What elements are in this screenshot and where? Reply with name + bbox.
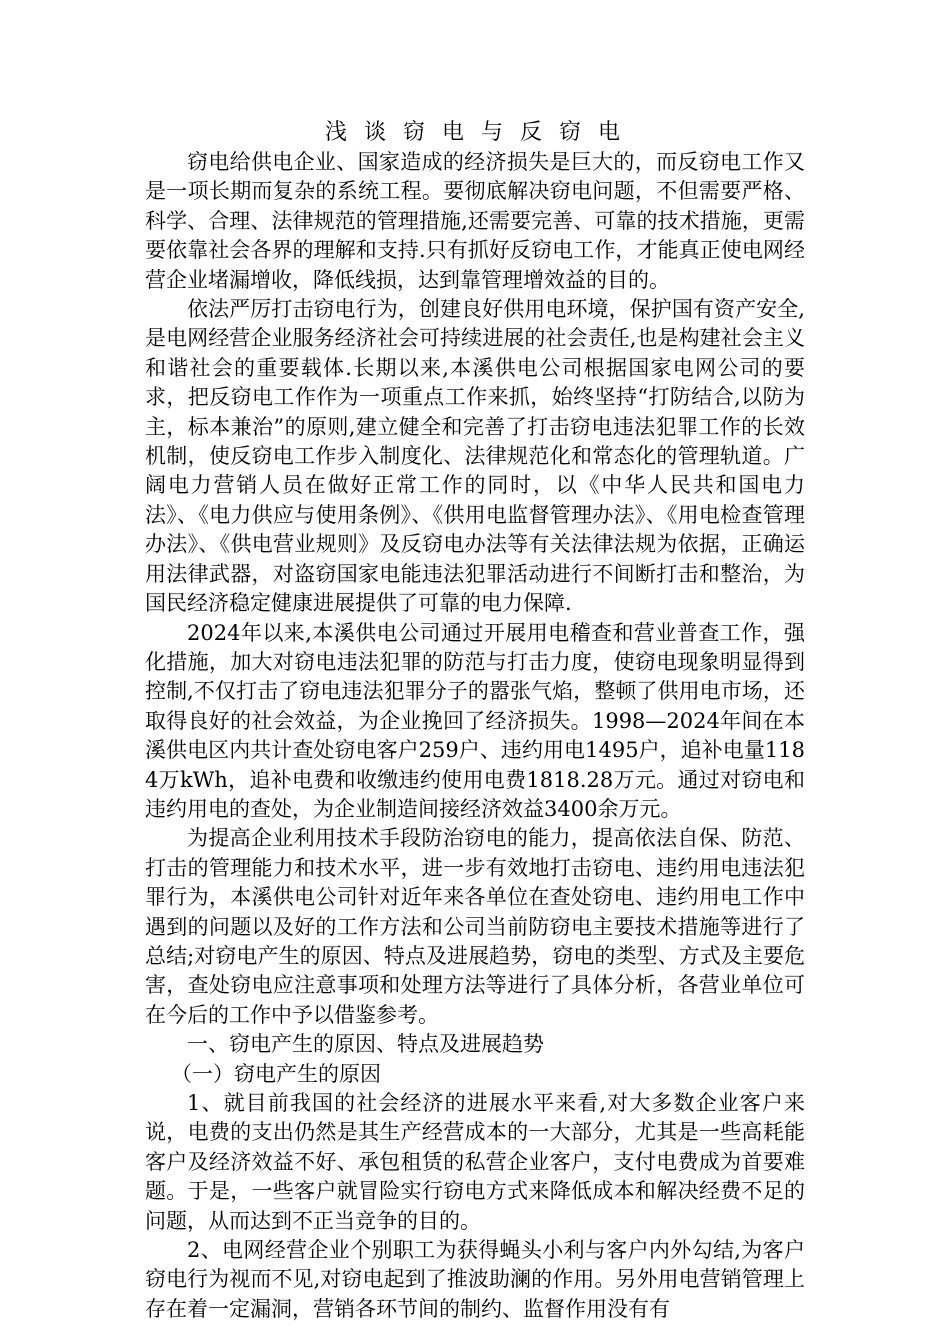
body-paragraph: 2024年以来,本溪供电公司通过开展用电稽查和营业普查工作，强化措施，加大对窃电违法犯罪的防范与打击力度，使窃电现象明显得到控制,不仅打击了窃电违法犯罪分子的嚣张气焰，整顿了供用电市场，还取得良好的社会效益，为企业挽回了经济损失。1998—2024年间在本溪供电区内共计查处窃电客户259户、违约用电1495户，追补电量1184万kWh，追补电费和收缴违约使用电费1818.28万元。通过对窃电和违约用电的查处，为企业制造间接经济效益3400余万元。 (145, 620, 805, 821)
document-page (145, 118, 805, 1324)
section-heading: 一、窃电产生的原因、特点及进展趋势 (187, 1032, 544, 1057)
subsection-heading: （一）窃电产生的原因 (171, 1061, 381, 1086)
document-title: 浅 谈 窃 电 与 反 窃 电 (325, 120, 625, 145)
body-paragraph: 依法严厉打击窃电行为，创建良好供用电环境，保护国有资产安全,是电网经营企业服务经济社会可持续进展的社会责任,也是构建社会主义和谐社会的重要载体.长期以来,本溪供电公司根据国家电网公司的要求，把反窃电工作作为一项重点工作来抓，始终坚持“打防结合,以防为主，标本兼治”的原则,建立健全和完善了打击窃电违法犯罪工作的长效机制，使反窃电工作步入制度化、法律规范化和常态化的管理轨道。广阔电力营销人员在做好正常工作的同时，以《中华人民共和国电力法》、《电力供应与使用条例》、《供用电监督管理办法》、《用电检查管理办法》、《供电营业规则》及反窃电办法等有关法律法规为依据，正确运用法律武器，对盗窃国家电能违法犯罪活动进行不间断打击和整治，为国民经济稳定健康进展提供了可靠的电力保障. (145, 297, 805, 616)
body-paragraph: 1、就目前我国的社会经济的进展水平来看,对大多数企业客户来说，电费的支出仍然是其生产经营成本的一大部分，尤其是一些高耗能客户及经济效益不好、承包租赁的私营企业客户，支付电费成为首要难题。于是，一些客户就冒险实行窃电方式来降低成本和解决经费不足的问题，从而达到不正当竞争的目的。 (145, 1091, 805, 1233)
intro-paragraph: 窃电给供电企业、国家造成的经济损失是巨大的，而反窃电工作又是一项长期而复杂的系统工程。要彻底解决窃电问题，不但需要严格、科学、合理、法律规范的管理措施,还需要完善、可靠的技术措施，更需要依靠社会各界的理解和支持.只有抓好反窃电工作，才能真正使电网经营企业堵漏增收，降低线损，达到靠管理增效益的目的。 (145, 150, 805, 292)
body-paragraph: 为提高企业利用技术手段防治窃电的能力，提高依法自保、防范、打击的管理能力和技术水平，进一步有效地打击窃电、违约用电违法犯罪行为，本溪供电公司针对近年来各单位在查处窃电、违约用电工作中遇到的问题以及好的工作方法和公司当前防窃电主要技术措施等进行了总结;对窃电产生的原因、特点及进展趋势，窃电的类型、方式及主要危害，查处窃电应注意事项和处理方法等进行了具体分析，各营业单位可在今后的工作中予以借鉴参考。 (145, 826, 805, 1027)
body-paragraph: 2、电网经营企业个别职工为获得蝇头小利与客户内外勾结,为客户窃电行为视而不见,对窃电起到了推波助澜的作用。另外用电营销管理上存在着一定漏洞，营销各环节间的制约、监督作用没有有 (145, 1238, 805, 1321)
